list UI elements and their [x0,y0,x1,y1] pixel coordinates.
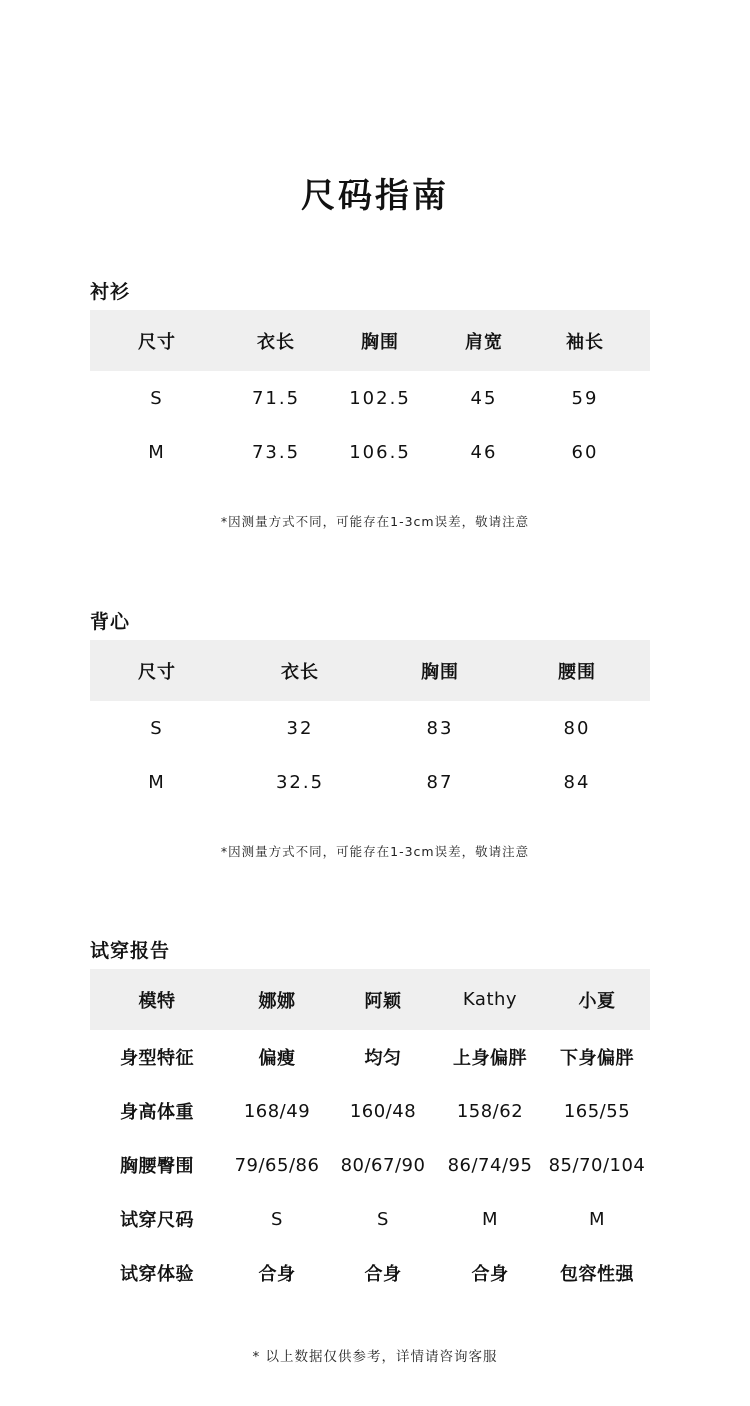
shirt-table-header [90,310,650,371]
report-disclaimer-note: * 以上数据仅供参考，详情请咨询客服 [252,1349,498,1365]
waist-cell: 84 [563,771,591,793]
shirt-measurement-note: *因测量方式不同，可能存在1-3cm误差，敬请注意 [220,514,530,529]
value-cell: 165/55 [563,1100,631,1122]
header-chest: 胸围 [421,661,459,683]
table-row [90,1138,650,1192]
length-cell: 71.5 [251,387,301,409]
row-label: 身高体重 [120,1102,194,1123]
row-label: 胸腰臀围 [120,1156,194,1177]
value-cell: 160/48 [349,1100,417,1122]
value-cell: 合身 [471,1264,509,1285]
value-cell: 合身 [364,1264,402,1285]
report-table-header [90,969,650,1030]
sleeve-cell: 59 [571,387,599,409]
chest-cell: 102.5 [349,387,411,409]
value-cell: 合身 [258,1264,296,1285]
size-cell: M [148,441,166,463]
row-label: 身型特征 [120,1048,194,1069]
value-cell: 158/62 [456,1100,524,1122]
report-section-title: 试穿报告 [90,940,171,962]
value-cell: 86/74/95 [447,1154,533,1176]
header-waist: 腰围 [558,661,596,683]
value-cell: 168/49 [243,1100,311,1122]
header-size: 尺寸 [138,661,176,683]
value-cell: 上身偏胖 [453,1048,527,1069]
header-model-3: Kathy [462,989,518,1010]
value-cell: 80/67/90 [340,1154,426,1176]
chest-cell: 83 [426,717,454,739]
table-row [90,371,650,425]
header-size: 尺寸 [138,331,176,353]
vest-measurement-note: *因测量方式不同，可能存在1-3cm误差，敬请注意 [220,844,530,859]
chest-cell: 106.5 [349,441,411,463]
header-shoulder: 肩宽 [465,331,503,353]
value-cell: 偏瘦 [258,1048,296,1069]
header-model-1: 娜娜 [258,990,296,1012]
value-cell: 85/70/104 [548,1154,646,1176]
header-length: 衣长 [281,661,319,683]
sleeve-cell: 60 [571,441,599,463]
header-length: 衣长 [257,331,295,353]
chest-cell: 87 [426,771,454,793]
shoulder-cell: 45 [470,387,498,409]
value-cell: 79/65/86 [234,1154,320,1176]
table-row [90,1030,650,1084]
value-cell: 下身偏胖 [560,1048,634,1069]
value-cell: M [481,1208,499,1230]
waist-cell: 80 [563,717,591,739]
value-cell: 包容性强 [560,1264,634,1285]
vest-size-table [90,640,650,809]
header-chest: 胸围 [361,331,399,353]
table-row [90,425,650,479]
header-model-2: 阿颖 [364,990,402,1012]
tryon-report-table [90,969,650,1300]
page-title: 尺码指南 [301,176,449,216]
shoulder-cell: 46 [470,441,498,463]
vest-section-title: 背心 [90,611,131,633]
row-label: 试穿体验 [120,1264,194,1285]
size-cell: S [150,717,164,739]
value-cell: S [377,1208,389,1230]
table-row [90,1246,650,1300]
header-model: 模特 [138,990,176,1012]
table-row [90,701,650,755]
length-cell: 32.5 [275,771,325,793]
value-cell: M [588,1208,606,1230]
vest-table-header [90,640,650,701]
row-label: 试穿尺码 [120,1210,194,1231]
shirt-size-table [90,310,650,479]
length-cell: 32 [286,717,314,739]
value-cell: 均匀 [364,1048,402,1069]
table-row [90,755,650,809]
header-model-4: 小夏 [578,990,616,1012]
table-row [90,1084,650,1138]
header-sleeve: 袖长 [566,331,604,353]
size-cell: S [150,387,164,409]
length-cell: 73.5 [251,441,301,463]
table-row [90,1192,650,1246]
size-cell: M [148,771,166,793]
shirt-section-title: 衬衫 [90,281,131,303]
value-cell: S [271,1208,283,1230]
